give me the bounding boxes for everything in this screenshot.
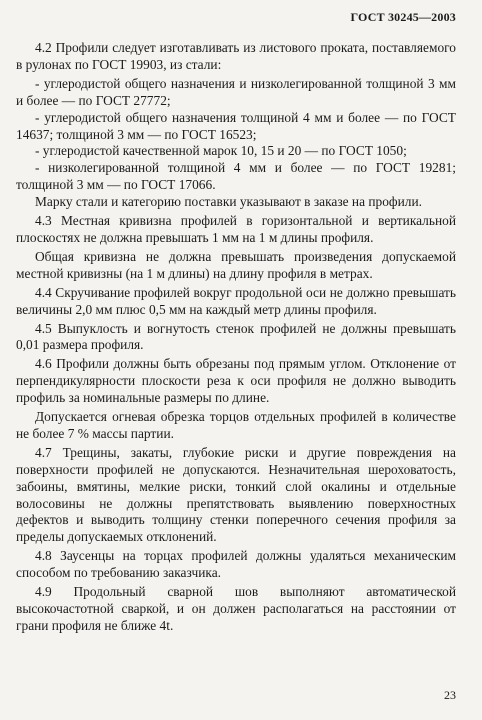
- clause-4-2: 4.2 Профили следует изготавливать из листового проката, поставляемого в рулонах по ГОСТ 19903, из стали:: [16, 40, 456, 72]
- clause-4-9: 4.9 Продольный сварной шов выполняют автоматической высокочастотной сваркой, и он должен располагаться на расстоянии от грани профиля не ближе 4t.: [16, 584, 456, 633]
- clause-4-7: 4.7 Трещины, закаты, глубокие риски и другие повреждения на поверхности профилей не допускаются. Незначительная шероховатость, забоины, вмятины, мелкие риски, тонкий слой окалины и отдельные волосовины не должны препятствовать выявлению поверхностных дефектов и выводить толщину стенки поперечного сечения профиля за пределы допускаемых отклонений.: [16, 444, 456, 545]
- document-body: [16, 40, 456, 637]
- paragraph: Допускается огневая обрезка торцов отдельных профилей в количестве не более 7 % массы партии.: [16, 409, 456, 441]
- list-item: - углеродистой качественной марок 10, 15 и 20 — по ГОСТ 1050;: [35, 143, 407, 159]
- page-number: 23: [444, 688, 456, 702]
- clause-4-8: 4.8 Заусенцы на торцах профилей должны удаляться механическим способом по требованию заказчика.: [16, 548, 456, 581]
- list-item: - углеродистой общего назначения толщиной 4 мм и более — по ГОСТ 14637; толщиной 3 мм — по ГОСТ 16523;: [16, 109, 456, 142]
- clause-4-6: 4.6 Профили должны быть обрезаны под прямым углом. Отклонение от перпендикулярности плоскости реза к оси профиля не должно выводить профиль за номинальные размеры по длине.: [16, 356, 456, 406]
- clause-4-3: 4.3 Местная кривизна профилей в горизонтальной и вертикальной плоскостях не должна превышать 1 мм на 1 м длины профиля.: [16, 213, 456, 245]
- document-id: ГОСТ 30245—2003: [350, 10, 456, 24]
- clause-4-4: 4.4 Скручивание профилей вокруг продольной оси не должно превышать величины 2,0 мм плюс 0,5 мм на каждый метр длины профиля.: [16, 284, 456, 317]
- list-item: - углеродистой общего назначения и низколегированной толщиной 3 мм и более — по ГОСТ 27772;: [16, 75, 456, 108]
- clause-4-5: 4.5 Выпуклость и вогнутость стенок профилей не должны превышать 0,01 размера профиля.: [16, 320, 456, 353]
- paragraph: Марку стали и категорию поставки указывают в заказе на профили.: [35, 194, 422, 210]
- paragraph: Общая кривизна не должна превышать произведения допускаемой местной кривизны (на 1 м длины) на длину профиля в метрах.: [16, 248, 456, 281]
- list-item: - низколегированной толщиной 4 мм и более — по ГОСТ 19281; толщиной 3 мм — по ГОСТ 17066.: [16, 160, 456, 193]
